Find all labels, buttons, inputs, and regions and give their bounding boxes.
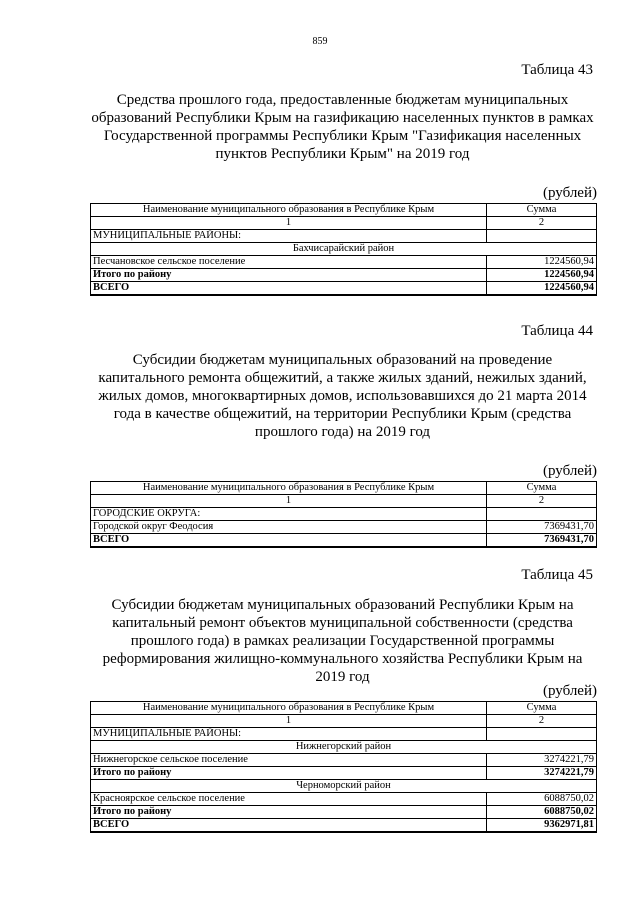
table-row <box>91 256 597 269</box>
row-value: 1224560,94 <box>487 256 597 269</box>
col-header-sum: Сумма <box>487 482 597 495</box>
district-row <box>91 780 597 793</box>
total-label: ВСЕГО <box>91 819 487 833</box>
table-row <box>91 521 597 534</box>
col-header-name: Наименование муниципального образования в Республике Крым <box>91 482 487 495</box>
col-number: 1 <box>91 217 487 230</box>
row-value: 3274221,79 <box>487 754 597 767</box>
section-label: МУНИЦИПАЛЬНЫЕ РАЙОНЫ: <box>91 230 487 243</box>
table-45-label: Таблица 45 <box>521 567 593 583</box>
table-43-label: Таблица 43 <box>521 62 593 78</box>
section-row <box>91 508 597 521</box>
subtotal-label: Итого по району <box>91 269 487 282</box>
district-label: Бахчисарайский район <box>91 243 597 256</box>
subtotal-label: Итого по району <box>91 806 487 819</box>
subtotal-row <box>91 767 597 780</box>
total-value: 7369431,70 <box>487 534 597 548</box>
subtotal-label: Итого по району <box>91 767 487 780</box>
table-header-row <box>91 702 597 715</box>
column-number-row <box>91 217 597 230</box>
table-45-title: Субсидии бюджетам муниципальных образований Республики Крым на капитальный ремонт объектов муниципальной собственности (средства прошлого года) в рамках реализации Государственной программы реформирования жилищно-коммунального хозяйства Республики Крым на 2019 год <box>102 597 583 685</box>
table-row <box>91 754 597 767</box>
row-value: 6088750,02 <box>487 793 597 806</box>
subtotal-value: 1224560,94 <box>487 269 597 282</box>
col-number: 2 <box>487 217 597 230</box>
table-43-title: Средства прошлого года, предоставленные бюджетам муниципальных образований Республики Крым на газификацию населенных пунктов в рамках Государственной программы Республики Крым "Газификация населенных пунктов Республики Крым" на 2019 год <box>91 92 594 162</box>
table-header-row <box>91 204 597 217</box>
total-value: 1224560,94 <box>487 282 597 296</box>
district-label: Нижнегорский район <box>91 741 597 754</box>
total-row <box>91 534 597 548</box>
col-number: 1 <box>91 715 487 728</box>
column-number-row <box>91 495 597 508</box>
table-43-unit: (рублей) <box>542 185 597 201</box>
section-label: ГОРОДСКИЕ ОКРУГА: <box>91 508 487 521</box>
row-value: 7369431,70 <box>487 521 597 534</box>
table-45 <box>90 701 597 833</box>
col-header-sum: Сумма <box>487 702 597 715</box>
col-header-sum: Сумма <box>487 204 597 217</box>
section-row <box>91 728 597 741</box>
row-name: Песчановское сельское поселение <box>91 256 487 269</box>
col-header-name: Наименование муниципального образования в Республике Крым <box>91 702 487 715</box>
col-number: 2 <box>487 495 597 508</box>
col-number: 2 <box>487 715 597 728</box>
total-row <box>91 282 597 296</box>
row-name: Городской округ Феодосия <box>91 521 487 534</box>
table-44-label: Таблица 44 <box>521 323 593 339</box>
district-row <box>91 243 597 256</box>
table-43 <box>90 203 597 296</box>
column-number-row <box>91 715 597 728</box>
table-44-title: Субсидии бюджетам муниципальных образований на проведение капитального ремонта общежитий, а также жилых зданий, нежилых зданий, жилых домов, многоквартирных домов, использовавшихся до 21 марта 2014 года в качестве общежитий, на территории Республики Крым (средства прошлого года) на 2019 год <box>98 352 587 440</box>
section-row <box>91 230 597 243</box>
total-value: 9362971,81 <box>487 819 597 833</box>
subtotal-value: 6088750,02 <box>487 806 597 819</box>
total-label: ВСЕГО <box>91 282 487 296</box>
section-label: МУНИЦИПАЛЬНЫЕ РАЙОНЫ: <box>91 728 487 741</box>
subtotal-value: 3274221,79 <box>487 767 597 780</box>
district-row <box>91 741 597 754</box>
district-label: Черноморский район <box>91 780 597 793</box>
page-number: 859 <box>312 36 328 47</box>
col-header-name: Наименование муниципального образования в Республике Крым <box>91 204 487 217</box>
row-name: Красноярское сельское поселение <box>91 793 487 806</box>
col-number: 1 <box>91 495 487 508</box>
table-45-unit: (рублей) <box>542 683 597 699</box>
total-row <box>91 819 597 833</box>
row-name: Нижнегорское сельское поселение <box>91 754 487 767</box>
subtotal-row <box>91 806 597 819</box>
table-44 <box>90 481 597 548</box>
table-44-unit: (рублей) <box>542 463 597 479</box>
table-header-row <box>91 482 597 495</box>
subtotal-row <box>91 269 597 282</box>
table-row <box>91 793 597 806</box>
total-label: ВСЕГО <box>91 534 487 548</box>
